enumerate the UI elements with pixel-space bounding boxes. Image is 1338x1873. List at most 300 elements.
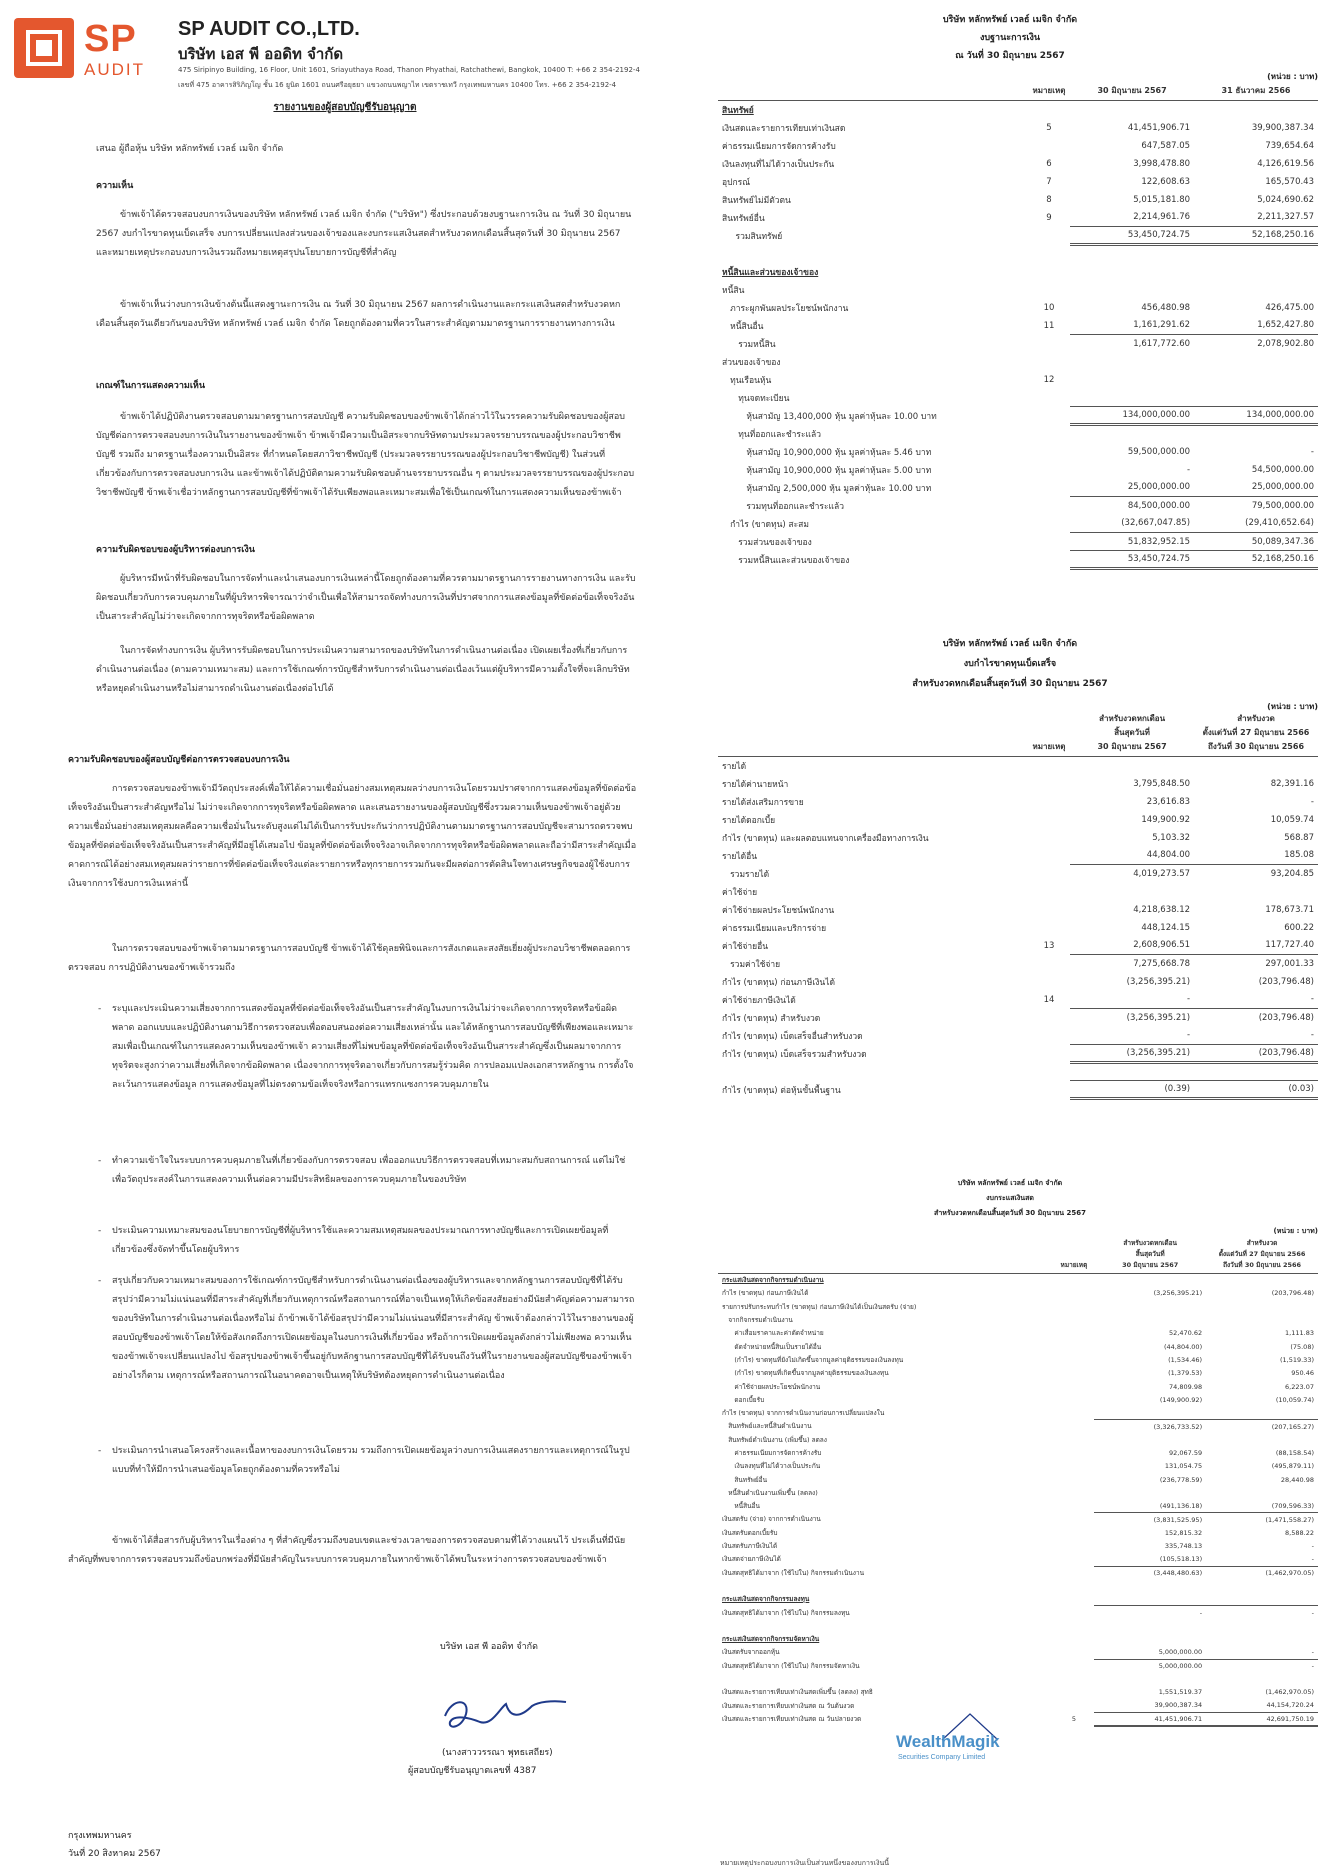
row-amount [1206,1433,1318,1446]
report-date: วันที่ 20 สิงหาคม 2567 [68,1849,161,1859]
row-amount [1070,757,1194,775]
row-amount: 82,391.16 [1270,778,1314,789]
table-row [718,155,1318,173]
row-amount: (1,519.33) [1279,1355,1314,1364]
heading-management: ความรับผิดชอบของผู้บริหารต่องบการเงิน [96,545,255,555]
table-row [718,299,1318,317]
row-note [1054,1606,1095,1619]
row-label: รวมค่าใช้จ่าย [722,959,781,970]
table-row [718,829,1318,847]
header-cell [718,84,1028,101]
header-cell: หมายเหตุ [1054,1238,1095,1274]
table-row [718,865,1318,883]
row-amount: 3,795,848.50 [1133,778,1191,789]
table-row [718,1686,1318,1699]
row-label: ส่วนของเจ้าของ [722,357,781,368]
row-amount: (32,667,047.85) [1121,518,1191,529]
audit-procedure-item: - ประเมินการนำเสนอโครงสร้างและเนื้อหาของงบการเงินโดยรวม รวมถึงการเปิดเผยข้อมูลว่างบการเงินแสดงรายการและเหตุการณ์ในรูปแบบที่ทำให้มีการนำเสนอข้อมูลโดยถูกต้องตามที่ควรหรือไม่ [112,1442,636,1480]
row-amount: 600.22 [1284,922,1314,933]
row-label: หนี้สินอื่น [722,1502,760,1511]
row-amount: 152,815.32 [1164,1528,1203,1537]
row-label: กระแสเงินสดจากกิจกรรมดำเนินงาน [722,1276,824,1285]
table-row [718,1460,1318,1473]
row-amount: - [1186,1030,1191,1041]
row-amount: 2,214,961.76 [1133,212,1191,223]
row-note: 14 [1043,994,1055,1005]
row-amount: (3,256,395.21) [1126,976,1191,987]
row-label: กำไร (ขาดทุน) สำหรับงวด [722,1013,821,1024]
row-note [1054,1619,1095,1632]
header-line: 30 มิถุนายน 2567 [1097,742,1167,751]
row-note [1028,227,1070,245]
row-amount: (1,462,970.05) [1265,1688,1314,1697]
row-amount [1194,281,1318,299]
row-label: รายได้อื่น [722,851,758,862]
row-amount [1070,883,1194,901]
row-amount [1070,263,1194,281]
row-note [1028,1045,1070,1063]
row-note [1054,1566,1095,1579]
cf-period: สำหรับงวดหกเดือนสิ้นสุดวันที่ 30 มิถุนายน 2567 [934,1209,1086,1217]
heading-basis: เกณฑ์ในการแสดงความเห็น [96,381,205,391]
row-amount: 5,000,000.00 [1158,1648,1203,1657]
row-amount: 134,000,000.00 [1194,407,1318,425]
paragraph-management-2: ในการจัดทำงบการเงิน ผู้บริหารรับผิดชอบในการประเมินความสามารถของบริษัทในการดำเนินงานต่อเนื่อง เปิดเผยเรื่องที่เกี่ยวกับการดำเนินงานต่อเนื่อง (ตามความเหมาะสม) และการใช้เกณฑ์การบัญชีสำหรับการดำเนินงานต่อเนื่องเว้นแต่ผู้บริหารมีความตั้งใจที่จะเลิกบริษัทหรือหยุดดำเนินงานหรือไม่สามารถดำเนินงานต่อเนื่องต่อไปได้ [96,646,630,694]
row-label: ดัดจำหน่ายหนี้สินเป็นรายได้อื่น [722,1342,822,1351]
row-note: 9 [1046,212,1052,223]
table-row [718,1672,1318,1685]
row-amount: 44,154,720.24 [1266,1701,1314,1710]
row-amount: - [1186,994,1191,1005]
row-amount [1206,1593,1318,1606]
row-note [1028,353,1070,371]
row-amount: (3,326,733.52) [1094,1420,1206,1433]
row-label: เงินสดรับ (จ่าย) จากการดำเนินงาน [722,1515,821,1524]
header-cell: หมายเหตุ [1028,84,1070,101]
table-row [718,497,1318,515]
table-row [718,1274,1318,1287]
bs-title: งบฐานะการเงิน [979,33,1041,43]
row-note [1028,443,1070,461]
table-row [718,1027,1318,1045]
row-amount: 41,451,906.71 [1127,122,1191,133]
row-amount [1094,1619,1206,1632]
row-note [1054,1486,1095,1499]
row-amount [1070,425,1194,443]
row-amount: 5,000,000.00 [1094,1659,1206,1672]
row-label: หนี้สินและส่วนของเจ้าของ [722,267,819,278]
paragraph-auditor-2: ในการตรวจสอบของข้าพเจ้าตามมาตรฐานการสอบบัญชี ข้าพเจ้าได้ใช้ดุลยพินิจและการสังเกตและสงสัยเยี่ยงผู้ประกอบวิชาชีพตลอดการตรวจสอบ การปฏิบัติงานของข้าพเจ้ารวมถึง [68,944,631,973]
row-note [1028,335,1070,353]
row-amount: 568.87 [1284,832,1314,843]
header-cell [718,1238,1054,1274]
header-line: สำหรับงวด [1246,1239,1278,1247]
row-note [1054,1380,1095,1393]
table-row [718,533,1318,551]
row-label: กระแสเงินสดจากกิจกรรมลงทุน [722,1595,810,1604]
row-amount: (709,596.33) [1271,1501,1314,1510]
table-row [718,227,1318,245]
row-amount: 54,500,000.00 [1251,464,1314,475]
table-row [718,389,1318,407]
table-row [718,757,1318,775]
table-row [718,371,1318,389]
table-row [718,1300,1318,1313]
row-amount [1194,263,1318,281]
table-row [718,1593,1318,1606]
row-amount [1194,425,1318,443]
row-label: กำไร (ขาดทุน) จากการดำเนินงานก่อนการเปลี่ยนแปลงใน [722,1409,885,1418]
logo-mark-icon [14,18,74,78]
row-note [1054,1500,1095,1513]
row-amount: - [1310,994,1314,1005]
row-amount: 122,608.63 [1141,176,1191,187]
table-header-row [718,84,1318,101]
row-label: ทุนจดทะเบียน [722,393,790,404]
row-amount: (3,831,525.95) [1094,1513,1206,1526]
heading-auditor: ความรับผิดชอบของผู้สอบบัญชีต่อการตรวจสอบงบการเงิน [68,755,290,765]
row-amount: (105,518.13) [1159,1555,1203,1564]
row-note [1028,497,1070,515]
wealthmagik-watermark-logo [896,1712,1046,1762]
row-amount [1194,757,1318,775]
table-row [718,1619,1318,1632]
row-label [718,1063,1028,1081]
row-amount [1070,353,1194,371]
table-row [718,515,1318,533]
row-amount [1206,1633,1318,1646]
row-label: กำไร (ขาดทุน) และผลตอบแทนจากเครื่องมือทางการเงิน [722,833,929,844]
row-amount [1206,1619,1318,1632]
audit-procedure-item: - ทำความเข้าใจในระบบการควบคุมภายในที่เกี่ยวข้องกับการตรวจสอบ เพื่อออกแบบวิธีการตรวจสอบที่เหมาะสมกับสถานการณ์ แต่ไม่ใช่เพื่อวัตถุประสงค์ในการแสดงความเห็นต่อความมีประสิทธิผลของการควบคุมภายในของบริษัท [112,1152,636,1190]
header-line: สิ้นสุดวันที่ [1114,728,1150,737]
table-header-row [718,1238,1318,1274]
row-label [718,1579,1054,1592]
table-row [718,1327,1318,1340]
row-label: จากกิจกรรมดำเนินงาน [722,1316,793,1325]
row-note [1028,515,1070,533]
table-row [718,209,1318,227]
table-row [718,1009,1318,1027]
audit-procedure-item: - ระบุและประเมินความเสี่ยงจากการแสดงข้อมูลที่ขัดต่อข้อเท็จจริงอันเป็นสาระสำคัญในงบการเงินไม่ว่าจะเกิดจากการทุจริตหรือข้อผิดพลาด ออกแบบและปฏิบัติงานตามวิธีการตรวจสอบเพื่อตอบสนองต่อความเสี่ยงเหล่านั้น และได้หลักฐานการสอบบัญชีที่เพียงพอและเหมาะสมเพื่อเป็นเกณฑ์ในการแสดงความเห็นของข้าพเจ้า ความเสี่ยงที่ไม่พบข้อมูลที่ขัดต่อข้อเท็จจริงอันเป็นสาระสำคัญซึ่งเป็นผลมาจากการทุจริตจะสูงกว่าความเสี่ยงที่เกิดจากข้อผิดพลาด เนื่องจากการทุจริตอาจเกี่ยวกับการสมรู้ร่วมคิด การปลอมแปลงเอกสารหลักฐาน การตั้งใจละเว้นการแสดงข้อมูล การแสดงข้อมูลที่ไม่ตรงตามข้อเท็จจริงหรือการแทรกแซงการควบคุมภายใน [112,1000,636,1095]
row-note [1028,551,1070,569]
row-label: เงินสดรับดอกเบี้ยรับ [722,1528,778,1537]
row-amount [1206,1672,1318,1685]
row-amount: 950.46 [1291,1369,1314,1378]
sp-audit-logo [14,18,154,78]
row-note [1028,847,1070,865]
row-amount: (491,136.18) [1159,1501,1203,1510]
row-note: 10 [1043,302,1055,313]
row-amount: 53,450,724.75 [1070,227,1194,245]
table-row [718,1063,1318,1081]
row-label: หนี้สินดำเนินงานเพิ่มขึ้น (ลดลง) [722,1488,818,1497]
row-amount: (0.03) [1194,1081,1318,1099]
table-row [718,1353,1318,1366]
row-amount: (203,796.48) [1258,976,1314,987]
row-amount: (207,165.27) [1206,1420,1318,1433]
row-note [1028,1027,1070,1045]
is-company-name: บริษัท หลักทรัพย์ เวลธ์ เมจิก จำกัด [942,639,1078,649]
row-note [1028,811,1070,829]
row-note [1028,281,1070,299]
row-amount: 6,223.07 [1285,1382,1314,1391]
row-amount: 4,019,273.57 [1070,865,1194,883]
table-row [718,1566,1318,1579]
row-amount: 456,480.98 [1141,302,1191,313]
row-label: ค่าเสื่อมราคาและค่าตัดจำหน่าย [722,1329,824,1338]
row-amount [1194,353,1318,371]
firm-name-en: SP AUDIT CO.,LTD. [178,18,360,40]
row-amount: 8,588.22 [1285,1528,1314,1537]
firm-address-en: 475 Siripinyo Building, 16 Floor, Unit 1601, Sriayuthaya Road, Thanon Phyathai, Ratchathewi, Bangkok, 10400 T: +66 2 354-2192-4 [178,66,640,74]
logo-sp-text: SP [84,18,137,60]
row-amount: - [1310,446,1314,457]
table-row [718,811,1318,829]
row-amount: 131,054.75 [1164,1462,1203,1471]
row-note [1054,1633,1095,1646]
table-row [718,317,1318,335]
table-row [718,991,1318,1009]
table-row [718,1659,1318,1672]
row-note [1028,901,1070,919]
row-note [1028,533,1070,551]
row-amount: 335,748.13 [1164,1542,1203,1551]
row-label: (กำไร) ขาดทุนที่เกิดขึ้นจากมูลค่ายุติธรรมของเงินลงทุน [722,1369,889,1378]
row-label [718,1672,1054,1685]
row-label: ทุนเรือนหุ้น [722,375,772,386]
row-label [718,245,1028,263]
row-label: เงินลงทุนที่ไม่ได้วางเป็นประกัน [722,159,835,170]
row-amount: (495,879.11) [1271,1462,1314,1471]
table-row [718,1526,1318,1539]
row-amount: 1,652,427.80 [1257,320,1314,331]
table-header-row [718,712,1318,757]
row-label: เงินสดรับภาษีเงินได้ [722,1542,778,1551]
row-note [1028,263,1070,281]
header-line: 30 มิถุนายน 2567 [1122,1261,1179,1269]
paragraph-opinion-2: ข้าพเจ้าเห็นว่างบการเงินข้างต้นนี้แสดงฐานะการเงิน ณ วันที่ 30 มิถุนายน 2567 ผลการดำเนินงานและกระแสเงินสดสำหรับงวดหกเดือนสิ้นสุดวันเดียวกันของบริษัท หลักทรัพย์ เวลธ์ เมจิก จำกัด โดยถูกต้องตามที่ควรในสาระสำคัญตามมาตรฐานการรายงานทางการเงิน [96,300,621,329]
row-label: รวมส่วนของเจ้าของ [722,537,812,548]
header-cell [1206,1238,1318,1274]
row-note [1028,1009,1070,1027]
row-amount [1206,1300,1318,1313]
row-label: เงินสดสุทธิได้มาจาก (ใช้ไปใน) กิจกรรมดำเนินงาน [722,1568,865,1577]
balance-sheet-table [718,84,1318,570]
row-note [1054,1579,1095,1592]
header-line: ถึงวันที่ 30 มิถุนายน 2566 [1208,742,1305,751]
row-amount: 1,551,519.37 [1158,1688,1203,1697]
row-label: รายได้ส่งเสริมการขาย [722,797,804,808]
row-amount [1094,1433,1206,1446]
row-amount: (1,471,558.27) [1206,1513,1318,1526]
table-row [718,1433,1318,1446]
row-amount: 52,168,250.16 [1194,551,1318,569]
row-note [1054,1699,1095,1712]
paragraph-basis: ข้าพเจ้าได้ปฏิบัติงานตรวจสอบตามมาตรฐานการสอบบัญชี ความรับผิดชอบของข้าพเจ้าได้กล่าวไว้ในวรรคความรับผิดชอบของผู้สอบบัญชีต่อการตรวจสอบงบการเงินในรายงานของข้าพเจ้า ข้าพเจ้ามีความเป็นอิสระจากบริษัทตามประมวลจรรยาบรรณของผู้ประกอบวิชาชีพบัญชี รวมถึง มาตรฐานเรื่องความเป็นอิสระ ที่กำหนดโดยสภาวิชาชีพบัญชี (ประมวลจรรยาบรรณของผู้ประกอบวิชาชีพบัญชี) ในส่วนที่เกี่ยวข้องกับการตรวจสอบงบการเงิน และข้าพเจ้าได้ปฏิบัติตามความรับผิดชอบด้านจรรยาบรรณอื่น ๆ ตามประมวลจรรยาบรรณของผู้ประกอบวิชาชีพบัญชี ข้าพเจ้าเชื่อว่าหลักฐานการสอบบัญชีที่ข้าพเจ้าได้รับเพียงพอและเหมาะสมเพื่อใช้เป็นเกณฑ์ในการแสดงความเห็นของข้าพเจ้า [96,412,635,498]
row-amount: 74,809.98 [1169,1382,1203,1391]
row-note [1028,919,1070,937]
table-row [718,919,1318,937]
row-label: เงินสดจ่ายภาษีเงินได้ [722,1555,781,1564]
row-note: 12 [1043,374,1055,385]
row-amount [1194,245,1318,263]
row-label [718,1619,1054,1632]
bs-company-name: บริษัท หลักทรัพย์ เวลธ์ เมจิก จำกัด [942,15,1078,25]
row-amount: 1,161,291.62 [1133,320,1191,331]
table-row [718,245,1318,263]
row-amount: (29,410,652.64) [1245,518,1314,529]
row-label: รายได้ดอกเบี้ย [722,815,776,826]
header-cell: 30 มิถุนายน 2567 [1070,84,1194,101]
bs-date: ณ วันที่ 30 มิถุนายน 2567 [955,51,1065,61]
row-label: ค่าใช้จ่ายผลประโยชน์พนักงาน [722,1382,821,1391]
row-note: 6 [1046,158,1052,169]
row-label: ดอกเบี้ยรับ [722,1395,765,1404]
table-row [718,263,1318,281]
row-note [1028,245,1070,263]
row-amount: 53,450,724.75 [1070,551,1194,569]
table-row [718,973,1318,991]
row-amount [1094,1486,1206,1499]
table-row [718,1393,1318,1406]
row-amount: - [1310,796,1314,807]
table-row [718,847,1318,865]
row-label: รายได้ค่านายหน้า [722,779,789,790]
table-row [718,1420,1318,1433]
row-note [1054,1287,1095,1300]
row-note [1054,1473,1095,1486]
row-amount: (236,778.59) [1159,1475,1203,1484]
row-amount [1194,883,1318,901]
header-line: ตั้งแต่วันที่ 27 มิถุนายน 2566 [1218,1250,1306,1258]
table-row [718,425,1318,443]
row-amount: - [1311,1648,1314,1657]
row-note [1028,407,1070,425]
row-label: หุ้นสามัญ 10,900,000 หุ้น มูลค่าหุ้นละ 5.46 บาท [722,447,932,458]
table-row [718,1579,1318,1592]
row-label: ภาระผูกพันผลประโยชน์พนักงาน [722,303,849,314]
row-label: กำไร (ขาดทุน) สะสม [722,519,809,530]
row-note [1054,1659,1095,1672]
row-note [1028,389,1070,407]
table-row [718,119,1318,137]
table-row [718,1500,1318,1513]
row-note [1028,479,1070,497]
row-amount: 44,804.00 [1146,850,1191,861]
row-amount: 647,587.05 [1141,140,1191,151]
row-amount [1194,371,1318,389]
row-note [1054,1393,1095,1406]
row-amount: (3,256,395.21) [1153,1289,1203,1298]
row-amount: 5,103.32 [1152,832,1191,843]
row-amount [1194,389,1318,407]
row-note [1054,1526,1095,1539]
table-row [718,1646,1318,1659]
row-note [1054,1446,1095,1459]
table-row [718,101,1318,119]
row-note [1054,1593,1095,1606]
table-row [718,281,1318,299]
header-cell [1094,1238,1206,1274]
signatory-name: (นางสาววรรณา พุทธเสถียร) [442,1748,553,1758]
header-cell [1070,712,1194,757]
table-row [718,137,1318,155]
row-amount [1094,1593,1206,1606]
table-row [718,1045,1318,1063]
row-amount [1070,371,1194,389]
row-note: 11 [1043,320,1055,331]
row-amount [1094,1313,1206,1326]
row-amount: 5,024,690.62 [1257,194,1314,205]
row-label: กำไร (ขาดทุน) เบ็ดเสร็จรวมสำหรับงวด [722,1049,867,1060]
row-amount: 52,168,250.16 [1194,227,1318,245]
table-row [718,883,1318,901]
row-amount: 448,124.15 [1141,922,1191,933]
row-amount: 5,015,181.80 [1133,194,1191,205]
row-note [1028,883,1070,901]
row-label: ค่าใช้จ่ายอื่น [722,941,769,952]
table-row [718,1081,1318,1099]
row-amount: (203,796.48) [1194,1045,1318,1063]
row-label: สินทรัพย์ [722,105,754,116]
row-amount [1070,101,1194,119]
row-note [1028,757,1070,775]
row-amount: 59,500,000.00 [1127,446,1191,457]
row-label: เงินสดและรายการเทียบเท่าเงินสด [722,123,846,134]
table-row [718,1380,1318,1393]
table-row [718,937,1318,955]
row-label: รวมหนี้สิน [722,339,776,350]
row-amount: (88,158.54) [1275,1449,1314,1457]
row-note [1054,1406,1095,1419]
audit-procedure-item: - ประเมินความเหมาะสมของนโยบายการบัญชีที่ผู้บริหารใช้และความสมเหตุสมผลของประมาณการทางบัญชีและการเปิดเผยข้อมูลที่เกี่ยวข้องซึ่งจัดทำขึ้นโดยผู้บริหาร [112,1222,636,1260]
row-amount: 23,616.83 [1146,796,1191,807]
table-row [718,1473,1318,1486]
firm-name-th: บริษัท เอส พี ออดิท จำกัด [178,45,344,63]
row-label: สินทรัพย์อื่น [722,1475,768,1484]
row-amount: 51,832,952.15 [1070,533,1194,551]
row-amount [1094,1274,1206,1287]
row-amount: 84,500,000.00 [1070,497,1194,515]
row-amount: - [1206,1606,1318,1619]
income-statement-table [718,712,1318,1100]
row-amount: 79,500,000.00 [1194,497,1318,515]
row-note [1054,1367,1095,1380]
row-label: รวมรายได้ [722,869,770,880]
row-amount [1206,1579,1318,1592]
row-amount: 25,000,000.00 [1251,482,1314,493]
audit-procedure-item: - สรุปเกี่ยวกับความเหมาะสมของการใช้เกณฑ์การบัญชีสำหรับการดำเนินงานต่อเนื่องของผู้บริหารและจากหลักฐานการสอบบัญชีที่ได้รับ สรุปว่ามีความไม่แน่นอนที่มีสาระสำคัญที่เกี่ยวกับเหตุการณ์หรือสถานการณ์ที่อาจเป็นเหตุให้เกิดข้อสงสัยอย่างมีนัยสำคัญต่อความสามารถของบริษัทในการดำเนินงานต่อเนื่องหรือไม่ ถ้าข้าพเจ้าได้ข้อสรุปว่ามีความไม่แน่นอนที่มีสาระสำคัญ ข้าพเจ้าต้องกล่าวไว้ในรายงานของผู้สอบบัญชีของข้าพเจ้าโดยให้ข้อสังเกตถึงการเปิดเผยข้อมูลในงบการเงินที่เกี่ยวข้อง หรือถ้าการเปิดเผยข้อมูลดังกล่าวไม่เพียงพอ ความเห็นของข้าพเจ้าจะเปลี่ยนแปลงไป ข้อสรุปของข้าพเจ้าขึ้นอยู่กับหลักฐานการสอบบัญชีที่ได้รับจนถึงวันที่ในรายงานของผู้สอบบัญชีของข้าพเจ้า อย่างไรก็ตาม เหตุการณ์หรือสถานการณ์ในอนาคตอาจเป็นเหตุให้บริษัทต้องหยุดการดำเนินงานต่อเนื่อง [112,1272,636,1386]
row-amount: (1,534.46) [1168,1355,1203,1364]
is-unit: (หน่วย : บาท) [1267,702,1318,711]
row-note [1028,973,1070,991]
paragraph-management-1: ผู้บริหารมีหน้าที่รับผิดชอบในการจัดทำและนำเสนองบการเงินเหล่านี้โดยถูกต้องตามที่ควรตามมาตรฐานการรายงานทางการเงิน และรับผิดชอบเกี่ยวกับการควบคุมภายในที่ผู้บริหารพิจารณาว่าจำเป็นเพื่อให้สามารถจัดทำงบการเงินที่ปราศจากการแสดงข้อมูลที่ขัดต่อข้อเท็จจริงอันเป็นสาระสำคัญไม่ว่าจะเกิดจากการทุจริตหรือข้อผิดพลาด [96,574,636,622]
row-amount: 165,570.43 [1265,176,1314,187]
row-label: กำไร (ขาดทุน) เบ็ดเสร็จอื่นสำหรับงวด [722,1031,863,1042]
report-addressee: เสนอ ผู้ถือหุ้น บริษัท หลักทรัพย์ เวลธ์ เมจิก จำกัด [96,144,284,154]
table-row [718,173,1318,191]
row-amount: 10,059.74 [1270,814,1314,825]
table-row [718,191,1318,209]
signatory-license: ผู้สอบบัญชีรับอนุญาตเลขที่ 4387 [408,1766,537,1776]
row-note [1054,1553,1095,1566]
row-label: กระแสเงินสดจากกิจกรรมจัดหาเงิน [722,1635,820,1644]
row-label: รวมสินทรัพย์ [722,231,783,242]
row-label: หนี้สิน [722,285,745,296]
table-row [718,1486,1318,1499]
row-label: เงินสดและรายการเทียบเท่าเงินสด ณ วันปลายงวด [722,1714,862,1723]
